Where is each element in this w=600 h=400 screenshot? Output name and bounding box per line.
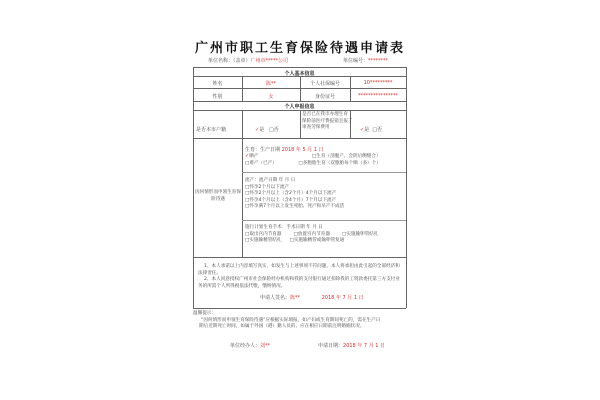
- agent-label: 单位经办人：: [230, 343, 261, 349]
- personal-section-title: 个人基本信息: [284, 71, 315, 77]
- plan-title: 施行计划生育手术：手术日期 年 月 日: [245, 225, 323, 230]
- name-value[interactable]: 陈**: [265, 81, 276, 87]
- abortion-title: 流产：流产日期 年 月 日: [245, 178, 296, 183]
- birth-options[interactable]: ✓顺产 □生育（剖腹产、会阴后侧缝合） □难产（已产） □多胞胎生育（双胞胎每个顺（多）个）: [245, 153, 381, 166]
- unit-name-field: [208, 57, 288, 64]
- signer-label: 申请人签名：: [260, 295, 291, 301]
- unit-name-label: 单位名称：（盖章）: [208, 58, 251, 64]
- household-no-label: 否: [273, 127, 279, 133]
- agent-value[interactable]: 刘**: [260, 343, 271, 349]
- apply-date-value[interactable]: 2018 年 7 月 1 日: [343, 343, 386, 349]
- abortion-block[interactable]: 流产：流产日期 年 月 日 □怀孕2个月以下流产 □怀孕2个月以上（含2个月）4个月以下流产 □怀孕4个月以上（含4个月）7个月以下流产 □怀孕满7个月以上发生死胎、死产和早产不成活: [245, 178, 345, 210]
- gender-value[interactable]: 女: [268, 94, 274, 100]
- notes-title: 温馨提示：: [193, 311, 216, 316]
- sign-date[interactable]: 2018 年 7 月 1 日: [321, 295, 364, 301]
- household-label: 是否本市户籍: [196, 127, 227, 133]
- prior-reimburse-options[interactable]: ✓是 □否: [360, 127, 383, 133]
- idcard-value[interactable]: ****************: [358, 93, 398, 99]
- birth-date-value[interactable]: 2018 年 5 月 1 日: [281, 147, 324, 153]
- social-id-label: 个人社保编号: [309, 81, 340, 87]
- household-yes-label: 是: [259, 127, 265, 133]
- agent-field: [230, 342, 270, 349]
- idcard-label: 身份证号: [314, 94, 335, 100]
- unit-code-value[interactable]: ********: [368, 58, 389, 64]
- signer-value[interactable]: 陈**: [290, 295, 301, 301]
- gender-label: 性别: [212, 94, 223, 100]
- prior-yes-check[interactable]: ✓: [360, 127, 365, 133]
- applicant-signature: [260, 294, 364, 301]
- apply-date-label: 申请日期：: [318, 343, 344, 349]
- declaration-text: 1、本人承诺以上内容填写真实，如发生与上述事项不符问题，本人将承担由此引起的全部经济和法律责任。 2、本人同意授权广州市社会保险经办机构和我的支付银行通过扣除我的工资款委托第三方支付业务的所需个人所得税依法代缴，缴纳情况。: [198, 264, 400, 289]
- apply-section-title: 个人申报信息: [284, 104, 315, 110]
- name-label: 姓名: [212, 81, 223, 87]
- unit-code-label: 单位编号：: [343, 58, 369, 64]
- household-options[interactable]: ✓是 □否: [255, 127, 279, 133]
- birth-check: ✓: [245, 153, 250, 159]
- notes-block: 温馨提示： “因何情形而申领生育保险待遇”应根据实际填报，如产妇或生育期间死亡的，需在生产日 期后近期死亡时间，如属于外国（港）籍人员的，应在相应日期前注明婚姻状况。: [193, 311, 381, 330]
- apply-date-field: [318, 342, 385, 349]
- social-id-value[interactable]: 10*********: [363, 80, 393, 86]
- birth-date-row: [245, 146, 324, 153]
- unit-name-value[interactable]: 广州市*****公司: [250, 58, 289, 64]
- form-title: 广州市职工生育保险待遇申请表: [194, 41, 405, 56]
- birth-date-label: 生育：生产日期: [245, 147, 281, 153]
- family-planning-block[interactable]: 施行计划生育手术：手术日期 年 月 日 □取出宫内节育器 □放置宫内节育器 □实施输卵管结扎 □实施输精管结扎 □实施输精管或输卵管复通: [245, 225, 379, 244]
- unit-code-field: [343, 57, 388, 64]
- prior-reimburse-question: 是否已在我市办理生育 保险前医疗费报销且报了 审查劳保费用: [302, 112, 353, 131]
- household-yes-check[interactable]: ✓: [255, 127, 260, 133]
- apply-reason-label: 因何情形而申领生育保 险待遇: [195, 190, 241, 202]
